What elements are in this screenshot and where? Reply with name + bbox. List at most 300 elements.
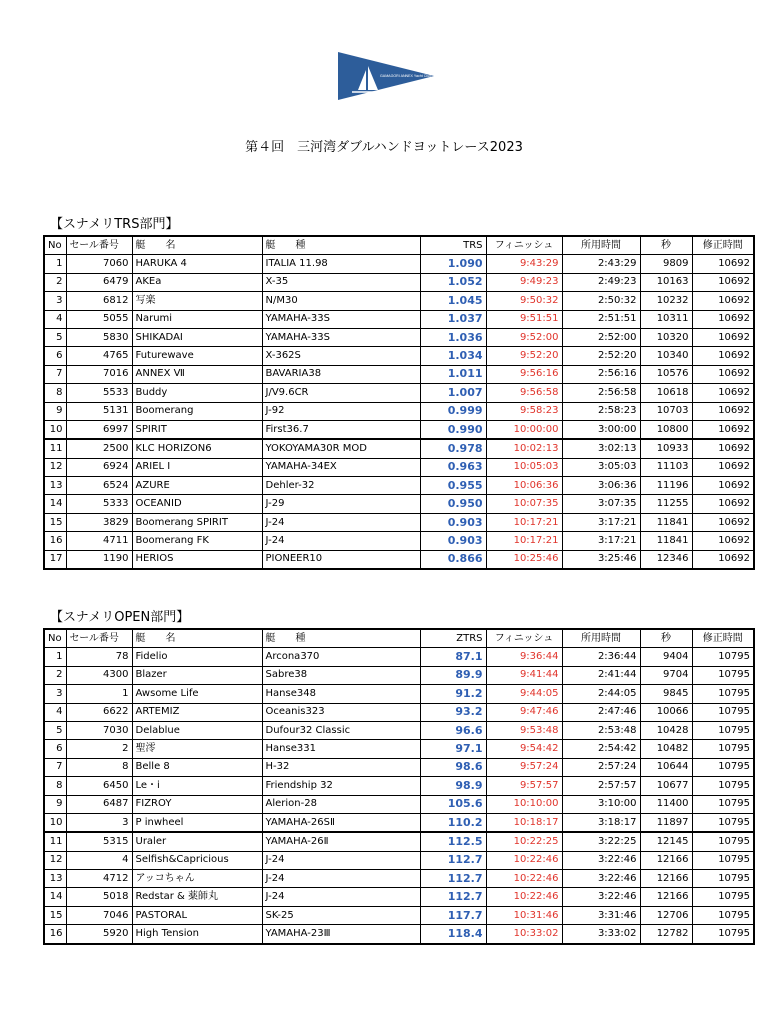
col-header-sail-number: セール番号 <box>66 236 132 255</box>
cell-rating: 0.903 <box>420 532 486 550</box>
cell-boat-name: 聖澪 <box>132 740 262 758</box>
trs-results-table <box>43 235 755 570</box>
cell-corrected: 10692 <box>692 477 754 495</box>
cell-elapsed: 2:52:00 <box>562 328 640 346</box>
cell-seconds: 10800 <box>640 420 692 439</box>
cell-finish: 10:17:21 <box>486 513 562 531</box>
table-row <box>44 832 754 851</box>
cell-rating: 1.052 <box>420 273 486 291</box>
col-header-boat-type: 艇 種 <box>262 236 420 255</box>
cell-seconds: 9809 <box>640 255 692 273</box>
cell-no: 6 <box>44 740 66 758</box>
cell-no: 6 <box>44 347 66 365</box>
cell-finish: 9:56:16 <box>486 365 562 383</box>
cell-boat-type: Friendship 32 <box>262 777 420 795</box>
cell-sail-number: 5920 <box>66 925 132 944</box>
cell-corrected: 10795 <box>692 906 754 924</box>
cell-sail-number: 2500 <box>66 439 132 458</box>
cell-finish: 10:07:35 <box>486 495 562 513</box>
table-row <box>44 255 754 273</box>
cell-corrected: 10795 <box>692 703 754 721</box>
cell-boat-name: P inwheel <box>132 813 262 832</box>
col-header-corrected: 修正時間 <box>692 629 754 648</box>
cell-elapsed: 2:51:51 <box>562 310 640 328</box>
cell-sail-number: 4300 <box>66 666 132 684</box>
cell-corrected: 10795 <box>692 888 754 906</box>
cell-finish: 9:52:20 <box>486 347 562 365</box>
cell-finish: 9:56:58 <box>486 384 562 402</box>
cell-no: 9 <box>44 795 66 813</box>
cell-seconds: 10163 <box>640 273 692 291</box>
cell-finish: 9:44:05 <box>486 685 562 703</box>
cell-corrected: 10795 <box>692 832 754 851</box>
cell-rating: 112.7 <box>420 870 486 888</box>
cell-boat-name: ANNEX Ⅶ <box>132 365 262 383</box>
cell-no: 13 <box>44 477 66 495</box>
cell-boat-name: High Tension <box>132 925 262 944</box>
table-row <box>44 292 754 310</box>
cell-corrected: 10692 <box>692 532 754 550</box>
cell-boat-type: J/V9.6CR <box>262 384 420 402</box>
cell-finish: 9:51:51 <box>486 310 562 328</box>
table-row <box>44 477 754 495</box>
cell-seconds: 10644 <box>640 758 692 776</box>
cell-sail-number: 5315 <box>66 832 132 851</box>
table-row <box>44 347 754 365</box>
cell-no: 15 <box>44 906 66 924</box>
cell-boat-type: N/M30 <box>262 292 420 310</box>
cell-rating: 117.7 <box>420 906 486 924</box>
cell-corrected: 10692 <box>692 420 754 439</box>
cell-no: 8 <box>44 777 66 795</box>
cell-boat-type: Hanse331 <box>262 740 420 758</box>
table-row <box>44 532 754 550</box>
cell-corrected: 10795 <box>692 813 754 832</box>
col-header-rating: ZTRS <box>420 629 486 648</box>
cell-boat-name: SHIKADAI <box>132 328 262 346</box>
cell-corrected: 10692 <box>692 458 754 476</box>
table-row <box>44 721 754 739</box>
cell-boat-name: PASTORAL <box>132 906 262 924</box>
cell-boat-type: Sabre38 <box>262 666 420 684</box>
cell-seconds: 11841 <box>640 532 692 550</box>
cell-sail-number: 4765 <box>66 347 132 365</box>
cell-no: 9 <box>44 402 66 420</box>
cell-finish: 9:52:00 <box>486 328 562 346</box>
cell-rating: 105.6 <box>420 795 486 813</box>
cell-boat-name: AZURE <box>132 477 262 495</box>
cell-elapsed: 2:57:24 <box>562 758 640 776</box>
cell-boat-type: SK-25 <box>262 906 420 924</box>
trs-table-body <box>44 255 754 569</box>
cell-seconds: 10576 <box>640 365 692 383</box>
cell-seconds: 10482 <box>640 740 692 758</box>
cell-rating: 112.7 <box>420 888 486 906</box>
cell-elapsed: 2:53:48 <box>562 721 640 739</box>
table-row <box>44 703 754 721</box>
cell-corrected: 10795 <box>692 685 754 703</box>
cell-corrected: 10692 <box>692 513 754 531</box>
cell-no: 4 <box>44 310 66 328</box>
cell-no: 1 <box>44 255 66 273</box>
cell-sail-number: 6622 <box>66 703 132 721</box>
cell-boat-type: X-362S <box>262 347 420 365</box>
cell-elapsed: 2:49:23 <box>562 273 640 291</box>
cell-sail-number: 7060 <box>66 255 132 273</box>
cell-finish: 9:50:32 <box>486 292 562 310</box>
cell-finish: 10:25:46 <box>486 550 562 569</box>
cell-seconds: 10311 <box>640 310 692 328</box>
cell-seconds: 11400 <box>640 795 692 813</box>
table-row <box>44 777 754 795</box>
cell-corrected: 10692 <box>692 347 754 365</box>
col-header-boat-name: 艇 名 <box>132 236 262 255</box>
table-row <box>44 925 754 944</box>
cell-finish: 10:22:46 <box>486 870 562 888</box>
cell-boat-name: Boomerang <box>132 402 262 420</box>
cell-no: 12 <box>44 851 66 869</box>
cell-elapsed: 2:50:32 <box>562 292 640 310</box>
yacht-club-pennant-icon <box>336 50 436 102</box>
cell-boat-name: Le・i <box>132 777 262 795</box>
cell-elapsed: 3:25:46 <box>562 550 640 569</box>
table-row <box>44 851 754 869</box>
cell-no: 10 <box>44 420 66 439</box>
cell-rating: 1.034 <box>420 347 486 365</box>
cell-seconds: 12166 <box>640 870 692 888</box>
col-header-boat-name: 艇 名 <box>132 629 262 648</box>
table-row <box>44 402 754 420</box>
cell-boat-type: YAMAHA-33S <box>262 310 420 328</box>
cell-boat-name: Blazer <box>132 666 262 684</box>
cell-seconds: 10618 <box>640 384 692 402</box>
col-header-finish: フィニッシュ <box>486 629 562 648</box>
cell-corrected: 10795 <box>692 648 754 666</box>
cell-no: 11 <box>44 832 66 851</box>
cell-boat-name: Buddy <box>132 384 262 402</box>
cell-corrected: 10692 <box>692 365 754 383</box>
cell-boat-name: Boomerang SPIRIT <box>132 513 262 531</box>
cell-rating: 98.9 <box>420 777 486 795</box>
cell-finish: 10:33:02 <box>486 925 562 944</box>
cell-rating: 97.1 <box>420 740 486 758</box>
cell-sail-number: 6524 <box>66 477 132 495</box>
cell-boat-name: Redstar & 薬師丸 <box>132 888 262 906</box>
cell-rating: 110.2 <box>420 813 486 832</box>
cell-no: 5 <box>44 721 66 739</box>
cell-finish: 9:47:46 <box>486 703 562 721</box>
cell-corrected: 10795 <box>692 925 754 944</box>
cell-finish: 9:53:48 <box>486 721 562 739</box>
cell-elapsed: 3:31:46 <box>562 906 640 924</box>
cell-seconds: 10340 <box>640 347 692 365</box>
cell-boat-name: アッコちゃん <box>132 870 262 888</box>
cell-rating: 1.011 <box>420 365 486 383</box>
cell-rating: 0.955 <box>420 477 486 495</box>
cell-finish: 10:10:00 <box>486 795 562 813</box>
cell-elapsed: 3:02:13 <box>562 439 640 458</box>
cell-sail-number: 3 <box>66 813 132 832</box>
cell-elapsed: 2:47:46 <box>562 703 640 721</box>
cell-seconds: 12166 <box>640 888 692 906</box>
cell-boat-type: J-29 <box>262 495 420 513</box>
cell-boat-name: Belle 8 <box>132 758 262 776</box>
cell-rating: 0.999 <box>420 402 486 420</box>
cell-finish: 10:17:21 <box>486 532 562 550</box>
table-row <box>44 328 754 346</box>
cell-sail-number: 6924 <box>66 458 132 476</box>
cell-seconds: 12346 <box>640 550 692 569</box>
cell-boat-name: Narumi <box>132 310 262 328</box>
col-header-seconds: 秒 <box>640 629 692 648</box>
cell-elapsed: 3:22:25 <box>562 832 640 851</box>
cell-boat-name: HERIOS <box>132 550 262 569</box>
cell-no: 2 <box>44 273 66 291</box>
cell-corrected: 10795 <box>692 721 754 739</box>
cell-finish: 9:49:23 <box>486 273 562 291</box>
cell-elapsed: 3:07:35 <box>562 495 640 513</box>
cell-corrected: 10692 <box>692 292 754 310</box>
cell-corrected: 10692 <box>692 328 754 346</box>
table-row <box>44 758 754 776</box>
cell-boat-name: SPIRIT <box>132 420 262 439</box>
cell-corrected: 10692 <box>692 439 754 458</box>
cell-boat-type: Dufour32 Classic <box>262 721 420 739</box>
cell-elapsed: 2:56:58 <box>562 384 640 402</box>
cell-boat-type: BAVARIA38 <box>262 365 420 383</box>
cell-sail-number: 7016 <box>66 365 132 383</box>
cell-finish: 9:43:29 <box>486 255 562 273</box>
cell-no: 7 <box>44 365 66 383</box>
table-row <box>44 888 754 906</box>
cell-rating: 0.866 <box>420 550 486 569</box>
cell-rating: 0.903 <box>420 513 486 531</box>
cell-boat-type: Dehler-32 <box>262 477 420 495</box>
table-row <box>44 795 754 813</box>
cell-corrected: 10795 <box>692 795 754 813</box>
cell-boat-type: Oceanis323 <box>262 703 420 721</box>
table-row <box>44 740 754 758</box>
cell-sail-number: 2 <box>66 740 132 758</box>
open-header-row <box>44 629 754 648</box>
cell-seconds: 10066 <box>640 703 692 721</box>
cell-no: 12 <box>44 458 66 476</box>
cell-seconds: 10232 <box>640 292 692 310</box>
col-header-rating: TRS <box>420 236 486 255</box>
cell-no: 3 <box>44 685 66 703</box>
cell-seconds: 11255 <box>640 495 692 513</box>
cell-no: 1 <box>44 648 66 666</box>
cell-rating: 0.963 <box>420 458 486 476</box>
table-row <box>44 813 754 832</box>
cell-no: 3 <box>44 292 66 310</box>
cell-seconds: 12145 <box>640 832 692 851</box>
cell-finish: 10:00:00 <box>486 420 562 439</box>
col-header-finish: フィニッシュ <box>486 236 562 255</box>
cell-seconds: 12782 <box>640 925 692 944</box>
cell-boat-type: J-24 <box>262 513 420 531</box>
cell-elapsed: 3:18:17 <box>562 813 640 832</box>
cell-finish: 9:54:42 <box>486 740 562 758</box>
cell-elapsed: 2:52:20 <box>562 347 640 365</box>
cell-elapsed: 2:36:44 <box>562 648 640 666</box>
cell-boat-type: J-24 <box>262 851 420 869</box>
cell-corrected: 10692 <box>692 255 754 273</box>
cell-finish: 10:22:46 <box>486 851 562 869</box>
cell-seconds: 11196 <box>640 477 692 495</box>
cell-seconds: 12166 <box>640 851 692 869</box>
cell-elapsed: 2:43:29 <box>562 255 640 273</box>
cell-boat-type: J-24 <box>262 888 420 906</box>
col-header-sail-number: セール番号 <box>66 629 132 648</box>
cell-corrected: 10692 <box>692 495 754 513</box>
cell-boat-name: Fidelio <box>132 648 262 666</box>
cell-sail-number: 5333 <box>66 495 132 513</box>
cell-finish: 10:18:17 <box>486 813 562 832</box>
cell-boat-name: Boomerang FK <box>132 532 262 550</box>
cell-elapsed: 3:22:46 <box>562 888 640 906</box>
cell-no: 2 <box>44 666 66 684</box>
cell-boat-type: YAMAHA-26SⅡ <box>262 813 420 832</box>
open-results-table <box>43 628 755 945</box>
cell-no: 8 <box>44 384 66 402</box>
cell-finish: 10:22:25 <box>486 832 562 851</box>
table-row <box>44 495 754 513</box>
cell-elapsed: 2:41:44 <box>562 666 640 684</box>
table-row <box>44 666 754 684</box>
cell-no: 14 <box>44 495 66 513</box>
table-row <box>44 420 754 439</box>
cell-finish: 10:31:46 <box>486 906 562 924</box>
cell-elapsed: 3:10:00 <box>562 795 640 813</box>
table-row <box>44 273 754 291</box>
cell-seconds: 10677 <box>640 777 692 795</box>
cell-boat-type: YOKOYAMA30R MOD <box>262 439 420 458</box>
table-row <box>44 648 754 666</box>
cell-boat-name: Delablue <box>132 721 262 739</box>
cell-seconds: 11841 <box>640 513 692 531</box>
cell-rating: 1.045 <box>420 292 486 310</box>
cell-sail-number: 5830 <box>66 328 132 346</box>
cell-rating: 87.1 <box>420 648 486 666</box>
cell-seconds: 12706 <box>640 906 692 924</box>
cell-boat-type: YAMAHA-33S <box>262 328 420 346</box>
cell-corrected: 10692 <box>692 402 754 420</box>
cell-sail-number: 6450 <box>66 777 132 795</box>
page-title: 第４回 三河湾ダブルハンドヨットレース2023 <box>245 140 523 155</box>
cell-elapsed: 2:54:42 <box>562 740 640 758</box>
col-header-seconds: 秒 <box>640 236 692 255</box>
table-row <box>44 870 754 888</box>
cell-corrected: 10795 <box>692 851 754 869</box>
cell-corrected: 10795 <box>692 870 754 888</box>
cell-sail-number: 5018 <box>66 888 132 906</box>
cell-seconds: 9845 <box>640 685 692 703</box>
cell-corrected: 10692 <box>692 273 754 291</box>
cell-rating: 112.7 <box>420 851 486 869</box>
cell-rating: 1.037 <box>420 310 486 328</box>
cell-seconds: 10320 <box>640 328 692 346</box>
cell-corrected: 10795 <box>692 777 754 795</box>
cell-corrected: 10795 <box>692 666 754 684</box>
cell-boat-type: J-24 <box>262 870 420 888</box>
cell-no: 14 <box>44 888 66 906</box>
cell-seconds: 11103 <box>640 458 692 476</box>
table-row <box>44 365 754 383</box>
cell-sail-number: 8 <box>66 758 132 776</box>
cell-sail-number: 4711 <box>66 532 132 550</box>
cell-corrected: 10692 <box>692 384 754 402</box>
cell-elapsed: 3:22:46 <box>562 870 640 888</box>
cell-rating: 93.2 <box>420 703 486 721</box>
cell-boat-type: First36.7 <box>262 420 420 439</box>
cell-boat-name: HARUKA 4 <box>132 255 262 273</box>
cell-boat-name: Selfish&Capricious <box>132 851 262 869</box>
cell-no: 7 <box>44 758 66 776</box>
col-header-boat-type: 艇 種 <box>262 629 420 648</box>
cell-rating: 96.6 <box>420 721 486 739</box>
table-row <box>44 513 754 531</box>
cell-sail-number: 6487 <box>66 795 132 813</box>
cell-sail-number: 5055 <box>66 310 132 328</box>
cell-sail-number: 6997 <box>66 420 132 439</box>
open-table-body <box>44 648 754 944</box>
cell-rating: 0.990 <box>420 420 486 439</box>
cell-elapsed: 2:57:57 <box>562 777 640 795</box>
cell-boat-name: Awsome Life <box>132 685 262 703</box>
cell-seconds: 10933 <box>640 439 692 458</box>
cell-boat-name: AKEa <box>132 273 262 291</box>
trs-section-title: 【スナメリTRS部門】 <box>50 217 179 232</box>
cell-boat-type: Hanse348 <box>262 685 420 703</box>
cell-sail-number: 6812 <box>66 292 132 310</box>
cell-boat-name: Futurewave <box>132 347 262 365</box>
cell-boat-name: 写楽 <box>132 292 262 310</box>
cell-no: 10 <box>44 813 66 832</box>
cell-elapsed: 3:17:21 <box>562 532 640 550</box>
cell-elapsed: 2:56:16 <box>562 365 640 383</box>
cell-finish: 10:06:36 <box>486 477 562 495</box>
table-row <box>44 550 754 569</box>
cell-rating: 0.950 <box>420 495 486 513</box>
cell-boat-type: H-32 <box>262 758 420 776</box>
cell-sail-number: 5533 <box>66 384 132 402</box>
cell-rating: 0.978 <box>420 439 486 458</box>
cell-sail-number: 5131 <box>66 402 132 420</box>
table-row <box>44 439 754 458</box>
cell-sail-number: 6479 <box>66 273 132 291</box>
cell-finish: 9:58:23 <box>486 402 562 420</box>
cell-boat-type: YAMAHA-34EX <box>262 458 420 476</box>
cell-rating: 98.6 <box>420 758 486 776</box>
cell-elapsed: 3:33:02 <box>562 925 640 944</box>
cell-sail-number: 7046 <box>66 906 132 924</box>
cell-rating: 118.4 <box>420 925 486 944</box>
col-header-no: No <box>44 629 66 648</box>
table-row <box>44 906 754 924</box>
open-section-title: 【スナメリOPEN部門】 <box>50 610 190 625</box>
cell-sail-number: 1 <box>66 685 132 703</box>
cell-boat-name: KLC HORIZON6 <box>132 439 262 458</box>
cell-finish: 9:57:57 <box>486 777 562 795</box>
table-row <box>44 384 754 402</box>
cell-boat-type: J-24 <box>262 532 420 550</box>
cell-boat-name: ARTEMIZ <box>132 703 262 721</box>
cell-no: 16 <box>44 532 66 550</box>
cell-boat-type: X-35 <box>262 273 420 291</box>
cell-seconds: 9404 <box>640 648 692 666</box>
cell-corrected: 10692 <box>692 550 754 569</box>
